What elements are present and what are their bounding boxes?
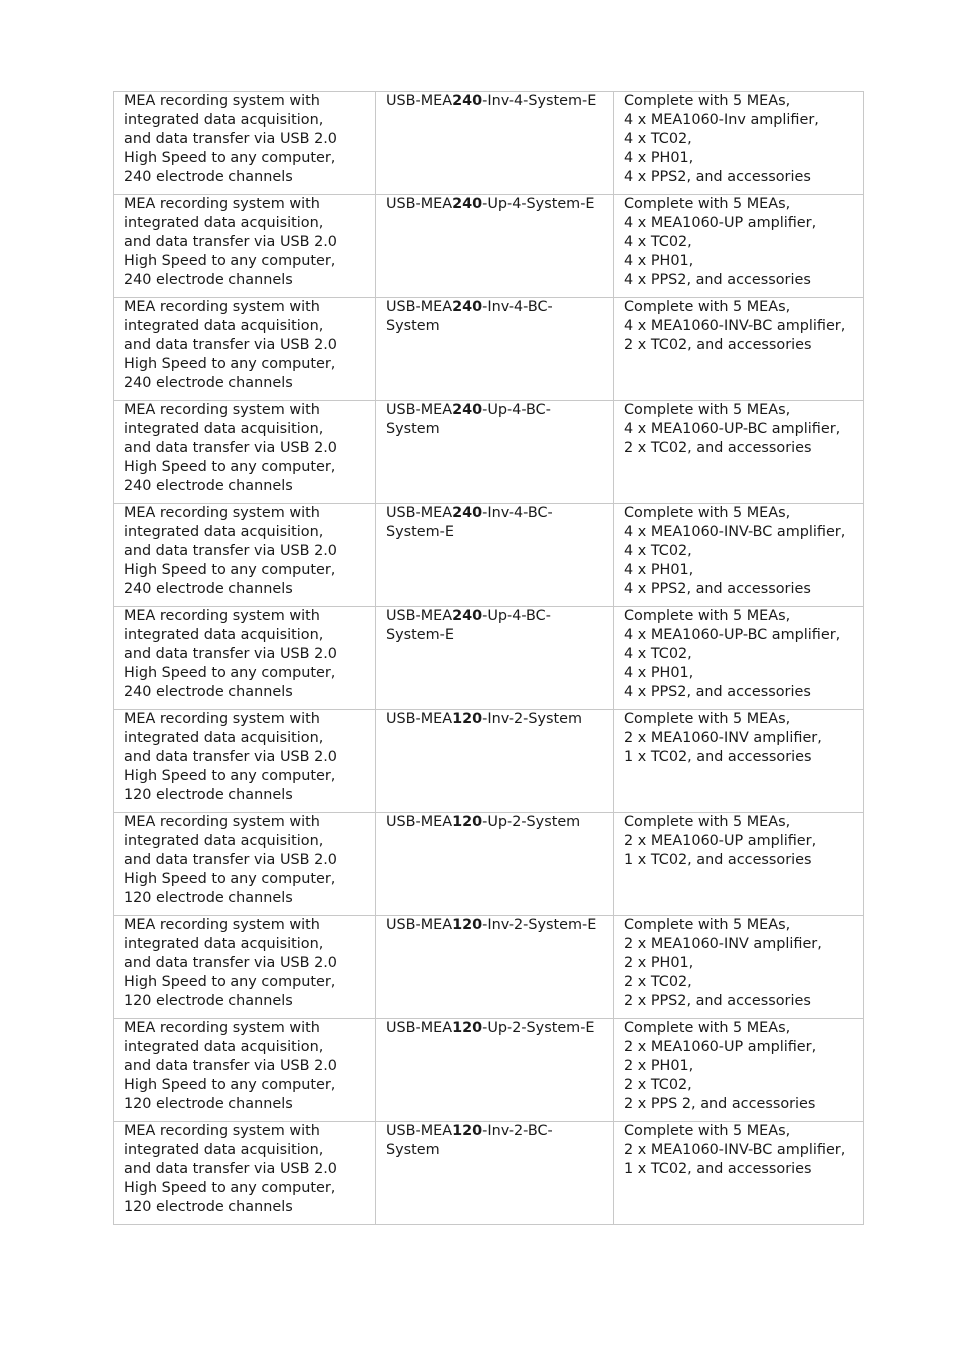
- description-line: 240 electrode channels: [124, 272, 293, 288]
- description-line: MEA recording system with: [124, 1020, 320, 1036]
- contents-line: 2 x MEA1060-UP amplifier,: [624, 1039, 817, 1055]
- description-line: and data transfer via USB 2.0: [124, 1058, 337, 1074]
- contents-line: 4 x MEA1060-INV-BC amplifier,: [624, 318, 846, 334]
- product-code-suffix: -Up-4-System-E: [482, 196, 595, 212]
- description-line: 120 electrode channels: [124, 890, 293, 906]
- description-line: 240 electrode channels: [124, 169, 293, 185]
- product-code-cell: [376, 813, 614, 916]
- contents-line: Complete with 5 MEAs,: [624, 299, 791, 315]
- contents-line: 2 x PPS2, and accessories: [624, 993, 811, 1009]
- description-line: and data transfer via USB 2.0: [124, 543, 337, 559]
- description-line: and data transfer via USB 2.0: [124, 749, 337, 765]
- product-code-cell: [376, 195, 614, 298]
- product-code-cell: [376, 916, 614, 1019]
- description-line: MEA recording system with: [124, 711, 320, 727]
- product-code-channels: 240: [452, 505, 483, 521]
- product-code-cell: [376, 607, 614, 710]
- description-line: High Speed to any computer,: [124, 871, 336, 887]
- description-cell: [114, 195, 376, 298]
- contents-line: Complete with 5 MEAs,: [624, 1020, 791, 1036]
- contents-line: 4 x PPS2, and accessories: [624, 684, 811, 700]
- product-code-channels: 240: [452, 196, 483, 212]
- product-code-suffix: System-E: [386, 524, 454, 540]
- product-code-suffix: -Up-2-System-E: [482, 1020, 595, 1036]
- product-code-channels: 120: [452, 711, 483, 727]
- product-code-suffix: -Inv-2-System: [482, 711, 583, 727]
- product-code-suffix: System: [386, 1142, 440, 1158]
- description-line: integrated data acquisition,: [124, 318, 324, 334]
- description-line: 120 electrode channels: [124, 787, 293, 803]
- product-code-suffix: -Inv-4-System-E: [482, 93, 597, 109]
- description-line: High Speed to any computer,: [124, 562, 336, 578]
- description-line: 120 electrode channels: [124, 1199, 293, 1215]
- contents-line: 4 x PPS2, and accessories: [624, 272, 811, 288]
- description-line: 120 electrode channels: [124, 993, 293, 1009]
- contents-line: 2 x PPS 2, and accessories: [624, 1096, 816, 1112]
- table-row: [114, 916, 864, 1019]
- description-line: integrated data acquisition,: [124, 833, 324, 849]
- product-table: [113, 91, 864, 1225]
- contents-cell: [614, 1122, 864, 1225]
- product-code-channels: 120: [452, 1123, 483, 1139]
- table-row: [114, 1122, 864, 1225]
- contents-line: 4 x MEA1060-UP-BC amplifier,: [624, 421, 841, 437]
- description-line: MEA recording system with: [124, 93, 320, 109]
- description-line: integrated data acquisition,: [124, 1142, 324, 1158]
- description-line: High Speed to any computer,: [124, 768, 336, 784]
- description-line: MEA recording system with: [124, 814, 320, 830]
- description-line: High Speed to any computer,: [124, 665, 336, 681]
- product-code-cell: [376, 298, 614, 401]
- product-code-line: [386, 195, 604, 214]
- table-row: [114, 504, 864, 607]
- description-line: 120 electrode channels: [124, 1096, 293, 1112]
- contents-line: 2 x MEA1060-UP amplifier,: [624, 833, 817, 849]
- table-row: [114, 298, 864, 401]
- contents-cell: [614, 1019, 864, 1122]
- contents-line: 2 x PH01,: [624, 1058, 694, 1074]
- table-row: [114, 195, 864, 298]
- contents-line: 4 x PH01,: [624, 150, 694, 166]
- contents-cell: [614, 710, 864, 813]
- product-code-cell: [376, 1122, 614, 1225]
- product-code-prefix: USB-MEA: [386, 1123, 453, 1139]
- contents-cell: [614, 916, 864, 1019]
- product-code-prefix: USB-MEA: [386, 196, 453, 212]
- contents-line: 4 x TC02,: [624, 646, 692, 662]
- product-code-channels: 240: [452, 608, 483, 624]
- description-line: and data transfer via USB 2.0: [124, 234, 337, 250]
- product-code-prefix: USB-MEA: [386, 917, 453, 933]
- description-line: MEA recording system with: [124, 1123, 320, 1139]
- contents-line: Complete with 5 MEAs,: [624, 196, 791, 212]
- product-code-line: [386, 504, 604, 523]
- product-code-channels: 240: [452, 402, 483, 418]
- contents-line: 4 x PH01,: [624, 665, 694, 681]
- description-line: and data transfer via USB 2.0: [124, 440, 337, 456]
- description-cell: [114, 401, 376, 504]
- description-cell: [114, 1019, 376, 1122]
- description-cell: [114, 710, 376, 813]
- description-line: integrated data acquisition,: [124, 936, 324, 952]
- description-line: High Speed to any computer,: [124, 459, 336, 475]
- table-row: [114, 607, 864, 710]
- contents-line: 4 x TC02,: [624, 543, 692, 559]
- description-cell: [114, 916, 376, 1019]
- contents-line: 2 x TC02,: [624, 974, 692, 990]
- description-cell: [114, 1122, 376, 1225]
- product-code-line: [386, 92, 604, 111]
- description-line: High Speed to any computer,: [124, 1180, 336, 1196]
- product-code-line: [386, 523, 604, 542]
- product-code-suffix: System: [386, 318, 440, 334]
- description-line: MEA recording system with: [124, 196, 320, 212]
- contents-line: 4 x MEA1060-UP-BC amplifier,: [624, 627, 841, 643]
- description-line: MEA recording system with: [124, 402, 320, 418]
- product-code-suffix: -Up-2-System: [482, 814, 581, 830]
- product-code-suffix: -Up-4-BC-: [482, 402, 551, 418]
- contents-line: 4 x TC02,: [624, 131, 692, 147]
- contents-cell: [614, 504, 864, 607]
- table-row: [114, 92, 864, 195]
- contents-line: Complete with 5 MEAs,: [624, 402, 791, 418]
- description-line: integrated data acquisition,: [124, 524, 324, 540]
- product-code-prefix: USB-MEA: [386, 711, 453, 727]
- product-code-line: [386, 298, 604, 317]
- product-code-line: [386, 916, 604, 935]
- description-line: integrated data acquisition,: [124, 1039, 324, 1055]
- contents-line: 2 x MEA1060-INV-BC amplifier,: [624, 1142, 846, 1158]
- product-code-prefix: USB-MEA: [386, 402, 453, 418]
- description-line: and data transfer via USB 2.0: [124, 852, 337, 868]
- description-line: High Speed to any computer,: [124, 150, 336, 166]
- description-line: MEA recording system with: [124, 505, 320, 521]
- table-row: [114, 710, 864, 813]
- product-code-line: [386, 1141, 604, 1160]
- product-code-suffix: -Inv-2-BC-: [482, 1123, 553, 1139]
- description-line: MEA recording system with: [124, 917, 320, 933]
- product-code-suffix: -Up-4-BC-: [482, 608, 551, 624]
- product-code-channels: 120: [452, 814, 483, 830]
- product-table-body: [114, 92, 864, 1225]
- contents-line: 2 x MEA1060-INV amplifier,: [624, 936, 822, 952]
- product-code-line: [386, 1122, 604, 1141]
- product-code-suffix: System-E: [386, 627, 454, 643]
- description-line: 240 electrode channels: [124, 581, 293, 597]
- product-code-line: [386, 401, 604, 420]
- description-line: High Speed to any computer,: [124, 974, 336, 990]
- contents-line: Complete with 5 MEAs,: [624, 711, 791, 727]
- contents-line: 2 x TC02,: [624, 1077, 692, 1093]
- contents-cell: [614, 813, 864, 916]
- contents-cell: [614, 607, 864, 710]
- description-line: and data transfer via USB 2.0: [124, 646, 337, 662]
- table-row: [114, 813, 864, 916]
- table-row: [114, 401, 864, 504]
- contents-line: 4 x PPS2, and accessories: [624, 169, 811, 185]
- product-code-suffix: -Inv-4-BC-: [482, 299, 553, 315]
- contents-line: 2 x TC02, and accessories: [624, 337, 812, 353]
- description-line: 240 electrode channels: [124, 375, 293, 391]
- product-code-suffix: -Inv-2-System-E: [482, 917, 597, 933]
- description-line: 240 electrode channels: [124, 684, 293, 700]
- description-line: integrated data acquisition,: [124, 112, 324, 128]
- product-code-cell: [376, 1019, 614, 1122]
- product-code-prefix: USB-MEA: [386, 93, 453, 109]
- product-code-channels: 120: [452, 1020, 483, 1036]
- description-line: integrated data acquisition,: [124, 730, 324, 746]
- contents-line: 4 x PH01,: [624, 562, 694, 578]
- contents-cell: [614, 401, 864, 504]
- product-code-line: [386, 1019, 604, 1038]
- contents-line: 2 x MEA1060-INV amplifier,: [624, 730, 822, 746]
- product-code-channels: 240: [452, 93, 483, 109]
- contents-line: 2 x PH01,: [624, 955, 694, 971]
- product-code-channels: 240: [452, 299, 483, 315]
- description-line: High Speed to any computer,: [124, 253, 336, 269]
- contents-line: Complete with 5 MEAs,: [624, 1123, 791, 1139]
- description-line: High Speed to any computer,: [124, 1077, 336, 1093]
- contents-line: Complete with 5 MEAs,: [624, 814, 791, 830]
- contents-line: 4 x PH01,: [624, 253, 694, 269]
- product-code-line: [386, 607, 604, 626]
- description-line: and data transfer via USB 2.0: [124, 1161, 337, 1177]
- description-line: integrated data acquisition,: [124, 627, 324, 643]
- product-code-prefix: USB-MEA: [386, 1020, 453, 1036]
- contents-line: 1 x TC02, and accessories: [624, 1161, 812, 1177]
- product-code-suffix: -Inv-4-BC-: [482, 505, 553, 521]
- contents-line: 4 x PPS2, and accessories: [624, 581, 811, 597]
- contents-line: Complete with 5 MEAs,: [624, 505, 791, 521]
- contents-line: Complete with 5 MEAs,: [624, 608, 791, 624]
- contents-line: 4 x TC02,: [624, 234, 692, 250]
- product-code-prefix: USB-MEA: [386, 505, 453, 521]
- description-cell: [114, 92, 376, 195]
- product-code-cell: [376, 92, 614, 195]
- description-cell: [114, 813, 376, 916]
- contents-cell: [614, 195, 864, 298]
- description-line: 240 electrode channels: [124, 478, 293, 494]
- contents-line: 1 x TC02, and accessories: [624, 749, 812, 765]
- description-cell: [114, 504, 376, 607]
- description-line: and data transfer via USB 2.0: [124, 337, 337, 353]
- contents-cell: [614, 92, 864, 195]
- product-code-line: [386, 813, 604, 832]
- product-code-cell: [376, 401, 614, 504]
- contents-line: Complete with 5 MEAs,: [624, 93, 791, 109]
- description-line: MEA recording system with: [124, 608, 320, 624]
- description-cell: [114, 607, 376, 710]
- product-code-line: [386, 420, 604, 439]
- description-line: and data transfer via USB 2.0: [124, 955, 337, 971]
- description-line: integrated data acquisition,: [124, 421, 324, 437]
- description-line: integrated data acquisition,: [124, 215, 324, 231]
- product-code-line: [386, 317, 604, 336]
- product-code-prefix: USB-MEA: [386, 299, 453, 315]
- product-code-prefix: USB-MEA: [386, 608, 453, 624]
- description-cell: [114, 298, 376, 401]
- description-line: High Speed to any computer,: [124, 356, 336, 372]
- product-code-line: [386, 626, 604, 645]
- contents-line: 2 x TC02, and accessories: [624, 440, 812, 456]
- contents-line: 4 x MEA1060-UP amplifier,: [624, 215, 817, 231]
- contents-cell: [614, 298, 864, 401]
- product-code-line: [386, 710, 604, 729]
- contents-line: 4 x MEA1060-Inv amplifier,: [624, 112, 819, 128]
- contents-line: 1 x TC02, and accessories: [624, 852, 812, 868]
- table-row: [114, 1019, 864, 1122]
- product-code-prefix: USB-MEA: [386, 814, 453, 830]
- product-code-suffix: System: [386, 421, 440, 437]
- product-code-cell: [376, 504, 614, 607]
- contents-line: Complete with 5 MEAs,: [624, 917, 791, 933]
- description-line: and data transfer via USB 2.0: [124, 131, 337, 147]
- contents-line: 4 x MEA1060-INV-BC amplifier,: [624, 524, 846, 540]
- description-line: MEA recording system with: [124, 299, 320, 315]
- product-code-cell: [376, 710, 614, 813]
- product-code-channels: 120: [452, 917, 483, 933]
